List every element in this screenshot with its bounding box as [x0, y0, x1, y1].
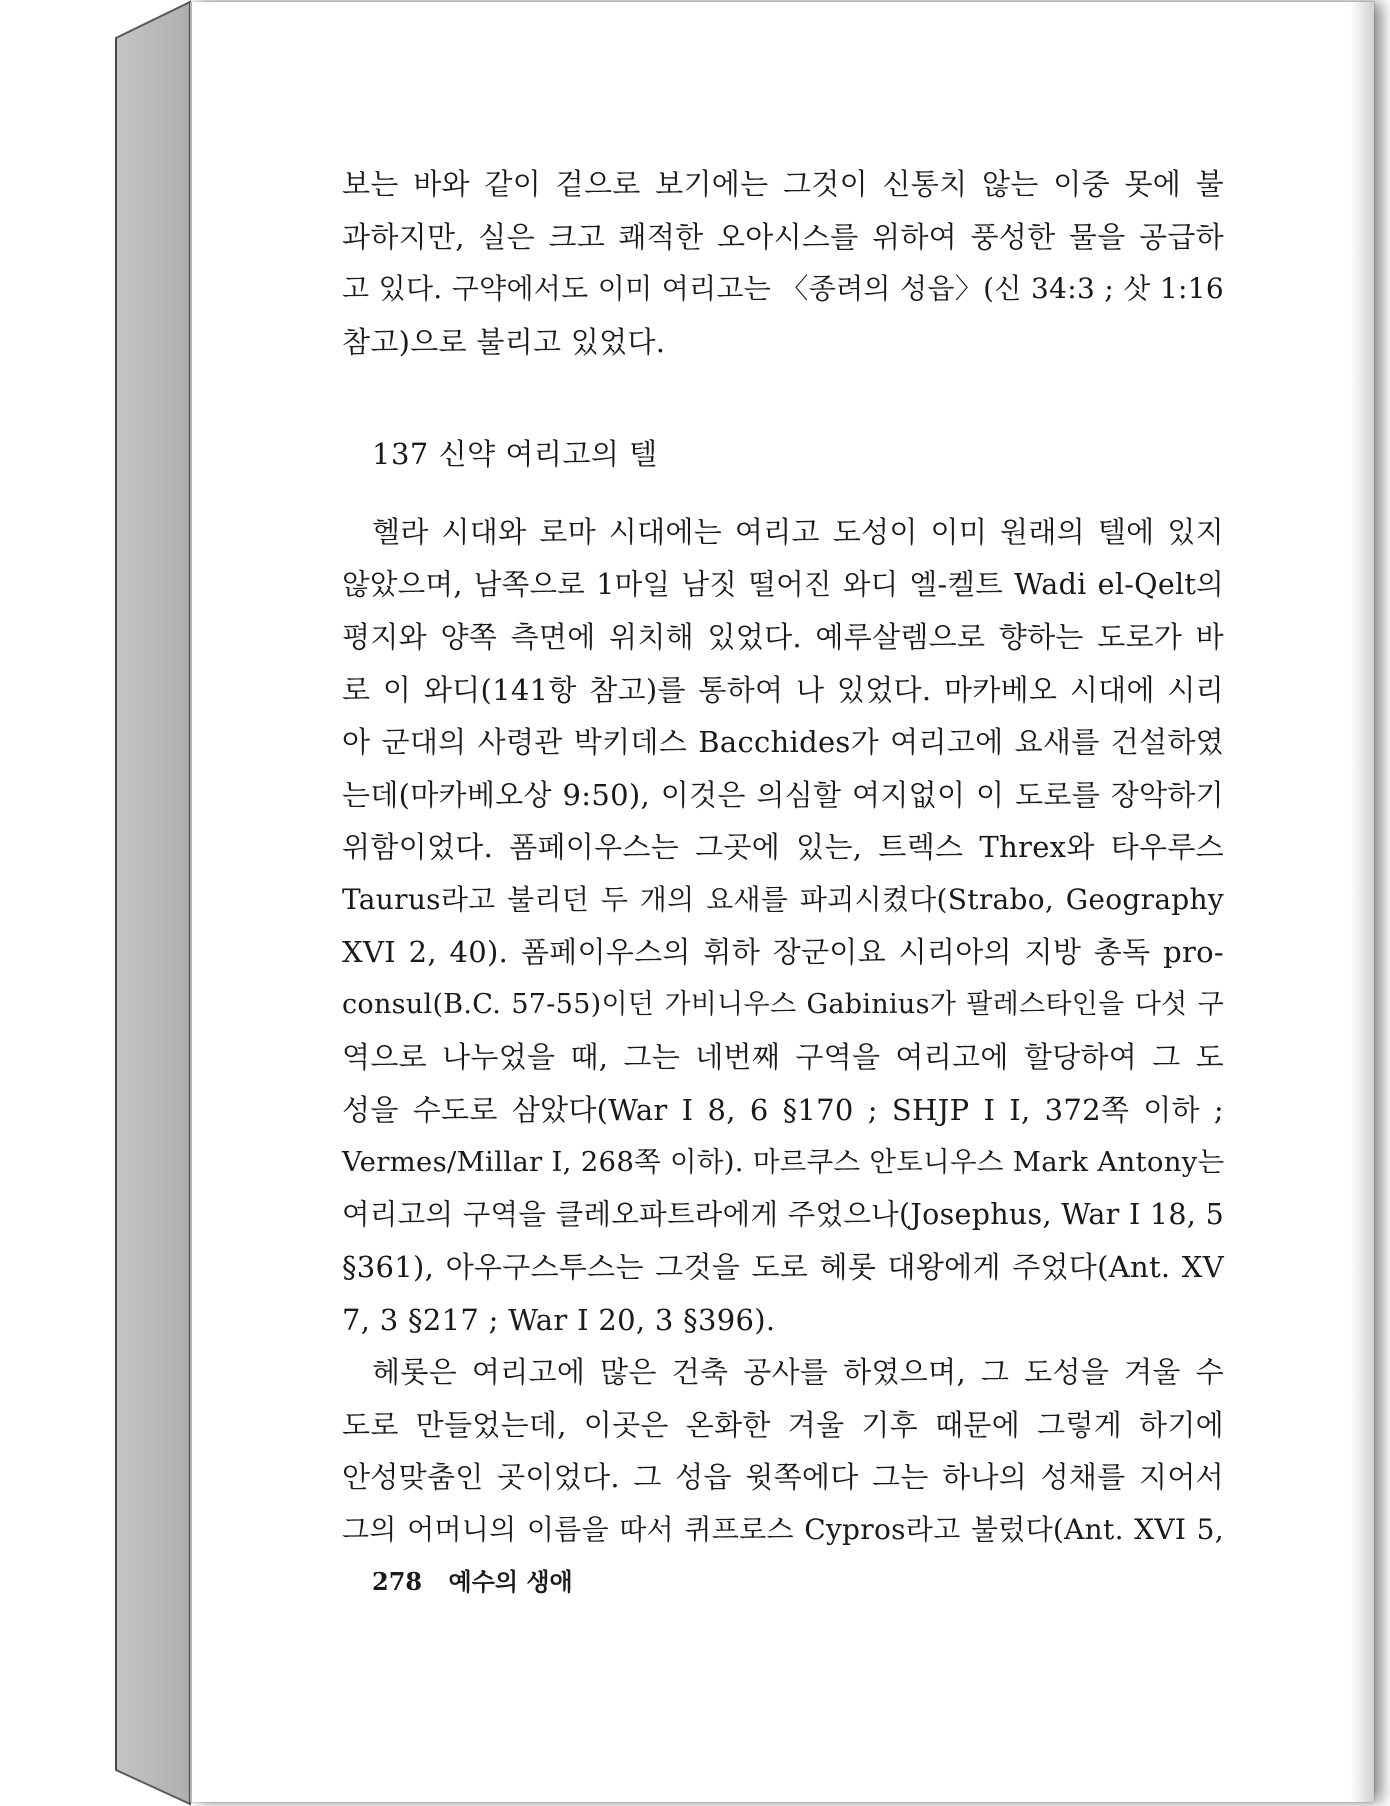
text-line: 과하지만, 실은 크고 쾌적한 오아시스를 위하여 풍성한 물을 공급하	[342, 219, 1224, 254]
text-line: 참고)으로 불리고 있었다.	[342, 324, 666, 359]
section-heading: 137 신약 여리고의 텔	[372, 437, 658, 471]
text-line: Vermes/Millar I, 268쪽 이하). 마르쿠스 안토니우스 Mark Antony는	[342, 1146, 1225, 1178]
text-line: 성을 수도로 삼았다(War I 8, 6 §170 ; SHJP I I, 372쪽 이하 ;	[342, 1092, 1224, 1127]
text-line: 여리고의 구역을 클레오파트라에게 주었으나(Josephus, War I 18, 5	[342, 1197, 1224, 1231]
text-line: 않았으며, 남쪽으로 1마일 남짓 떨어진 와디 엘-켈트 Wadi el-Qelt의	[342, 567, 1224, 601]
text-line: 도로 만들었는데, 이곳은 온화한 겨울 기후 때문에 그렇게 하기에	[342, 1407, 1224, 1442]
page-edge-shadow	[1350, 2, 1374, 1802]
running-title: 예수의 생애	[448, 1567, 573, 1596]
text-line: 역으로 나누었을 때, 그는 네번째 구역을 여리고에 할당하여 그 도	[342, 1040, 1224, 1074]
text-line: 그의 어머니의 이름을 따서 퀴프로스 Cypros라고 불렀다(Ant. XVI 5,	[342, 1512, 1224, 1546]
page-number: 278	[372, 1567, 423, 1596]
text-line: §361), 아우구스투스는 그것을 도로 헤롯 대왕에게 주었다(Ant. XV	[342, 1250, 1224, 1284]
text-line: 보는 바와 같이 겉으로 보기에는 그것이 신통치 않는 이중 못에 불	[342, 167, 1224, 201]
paragraph-1	[342, 506, 1224, 1346]
text-line: consul(B.C. 57-55)이던 가비니우스 Gabinius가 팔레스타인을 다섯 구	[342, 988, 1224, 1020]
document-page	[190, 2, 1374, 1802]
page-footer	[372, 1562, 573, 1597]
intro-paragraph	[342, 158, 1224, 368]
text-line: 평지와 양쪽 측면에 위치해 있었다. 예루살렘으로 향하는 도로가 바	[342, 620, 1224, 654]
text-line: 아 군대의 사령관 박키데스 Bacchides가 여리고에 요새를 건설하였	[342, 725, 1224, 759]
text-line: 위함이었다. 폼페이우스는 그곳에 있는, 트렉스 Threx와 타우루스	[342, 830, 1224, 864]
text-line: 안성맞춤인 곳이었다. 그 성읍 윗쪽에다 그는 하나의 성채를 지어서	[342, 1460, 1224, 1494]
text-line: 고 있다. 구약에서도 이미 여리고는 〈종려의 성읍〉(신 34:3 ; 삿 1:16	[342, 272, 1224, 305]
text-line: XVI 2, 40). 폼페이우스의 휘하 장군이요 시리아의 지방 총독 pro-	[342, 935, 1224, 969]
text-line: 헬라 시대와 로마 시대에는 여리고 도성이 이미 원래의 텔에 있지	[372, 515, 1224, 549]
text-line: 로 이 와디(141항 참고)를 통하여 나 있었다. 마카베오 시대에 시리	[342, 672, 1224, 707]
text-line: 7, 3 §217 ; War I 20, 3 §396).	[342, 1302, 776, 1337]
text-line: 는데(마카베오상 9:50), 이것은 의심할 여지없이 이 도로를 장악하기	[342, 777, 1224, 812]
text-line: 헤롯은 여리고에 많은 건축 공사를 하였으며, 그 도성을 겨울 수	[372, 1355, 1224, 1389]
book-spine	[0, 0, 200, 1806]
text-line: Taurus라고 불리던 두 개의 요새를 파괴시켰다(Strabo, Geography	[342, 882, 1224, 916]
paragraph-2	[342, 1346, 1224, 1556]
